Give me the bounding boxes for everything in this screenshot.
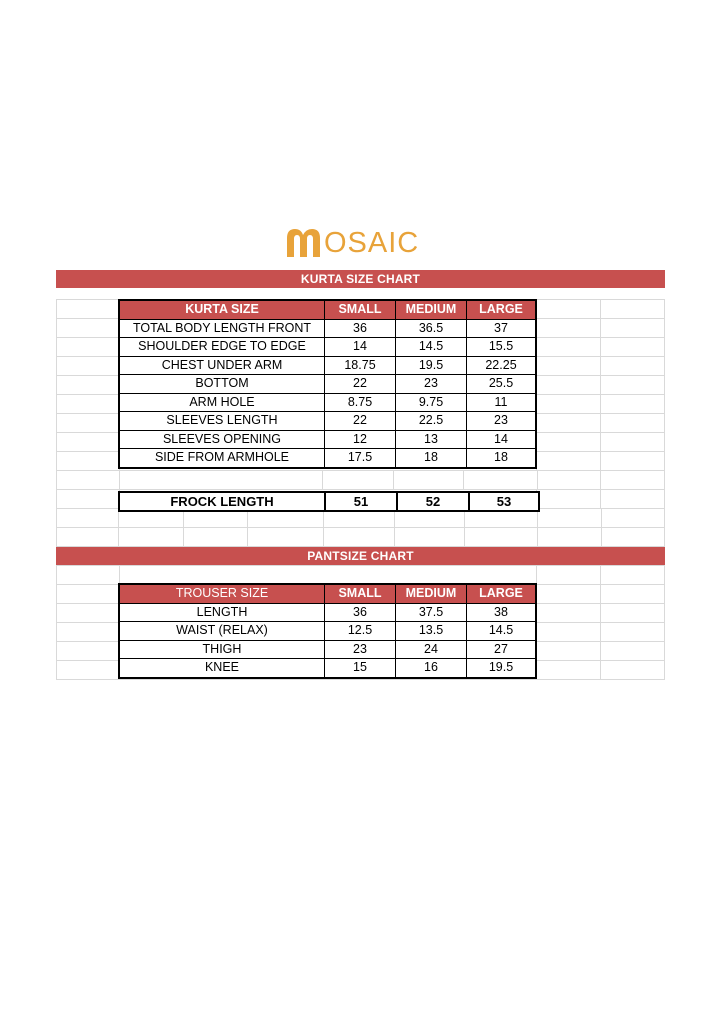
medium-value: 23 — [396, 375, 467, 394]
large-value: 25.5 — [467, 375, 537, 394]
large-value: 22.25 — [467, 356, 537, 375]
trouser-header-small: SMALL — [325, 584, 396, 603]
small-value: 18.75 — [325, 356, 396, 375]
table-row — [119, 622, 536, 641]
measure-label: TOTAL BODY LENGTH FRONT — [119, 319, 325, 338]
table-row — [119, 603, 536, 622]
kurta-size-table — [118, 299, 537, 469]
small-value: 15 — [325, 659, 396, 678]
brand-name: OSAIC — [324, 227, 420, 259]
frock-length-label: FROCK LENGTH — [119, 492, 325, 511]
small-value: 22 — [325, 375, 396, 394]
kurta-header-small: SMALL — [325, 300, 396, 319]
kurta-header-large: LARGE — [467, 300, 537, 319]
small-value: 12.5 — [325, 622, 396, 641]
small-value: 36 — [325, 319, 396, 338]
large-value: 27 — [467, 640, 537, 659]
measure-label: SLEEVES LENGTH — [119, 412, 325, 431]
small-value: 14 — [325, 338, 396, 357]
measure-label: THIGH — [119, 640, 325, 659]
table-row — [119, 338, 536, 357]
kurta-header-size: KURTA SIZE — [119, 300, 325, 319]
large-value: 15.5 — [467, 338, 537, 357]
large-value: 11 — [467, 393, 537, 412]
medium-value: 36.5 — [396, 319, 467, 338]
medium-value: 22.5 — [396, 412, 467, 431]
frock-length-table — [118, 491, 540, 512]
large-value: 38 — [467, 603, 537, 622]
small-value: 23 — [325, 640, 396, 659]
table-row — [119, 412, 536, 431]
trouser-header-size: TROUSER SIZE — [119, 584, 325, 603]
measure-label: BOTTOM — [119, 375, 325, 394]
small-value: 8.75 — [325, 393, 396, 412]
table-row — [119, 356, 536, 375]
trouser-header-large: LARGE — [467, 584, 537, 603]
medium-value: 19.5 — [396, 356, 467, 375]
large-value: 23 — [467, 412, 537, 431]
medium-value: 13 — [396, 430, 467, 449]
medium-value: 16 — [396, 659, 467, 678]
measure-label: CHEST UNDER ARM — [119, 356, 325, 375]
table-row — [119, 430, 536, 449]
medium-value: 24 — [396, 640, 467, 659]
measure-label: SLEEVES OPENING — [119, 430, 325, 449]
measure-label: WAIST (RELAX) — [119, 622, 325, 641]
table-row — [119, 659, 536, 678]
small-value: 17.5 — [325, 449, 396, 468]
frock-large-value: 53 — [469, 492, 539, 511]
large-value: 18 — [467, 449, 537, 468]
table-row — [119, 375, 536, 394]
kurta-header-medium: MEDIUM — [396, 300, 467, 319]
pant-size-chart-band: PANTSIZE CHART — [56, 547, 665, 565]
table-row — [119, 393, 536, 412]
medium-value: 18 — [396, 449, 467, 468]
measure-label: KNEE — [119, 659, 325, 678]
brand-logo — [285, 222, 419, 258]
kurta-size-chart-band: KURTA SIZE CHART — [56, 270, 665, 288]
measure-label: SIDE FROM ARMHOLE — [119, 449, 325, 468]
large-value: 37 — [467, 319, 537, 338]
table-row — [119, 640, 536, 659]
measure-label: SHOULDER EDGE TO EDGE — [119, 338, 325, 357]
medium-value: 14.5 — [396, 338, 467, 357]
medium-value: 9.75 — [396, 393, 467, 412]
table-row — [119, 319, 536, 338]
large-value: 14.5 — [467, 622, 537, 641]
frock-medium-value: 52 — [397, 492, 469, 511]
small-value: 12 — [325, 430, 396, 449]
trouser-size-table — [118, 583, 537, 679]
table-row — [119, 449, 536, 468]
large-value: 14 — [467, 430, 537, 449]
medium-value: 37.5 — [396, 603, 467, 622]
measure-label: ARM HOLE — [119, 393, 325, 412]
small-value: 22 — [325, 412, 396, 431]
measure-label: LENGTH — [119, 603, 325, 622]
trouser-header-medium: MEDIUM — [396, 584, 467, 603]
small-value: 36 — [325, 603, 396, 622]
medium-value: 13.5 — [396, 622, 467, 641]
mosaic-m-logo-icon — [285, 226, 323, 258]
frock-small-value: 51 — [325, 492, 397, 511]
large-value: 19.5 — [467, 659, 537, 678]
frock-length-row — [119, 492, 539, 511]
